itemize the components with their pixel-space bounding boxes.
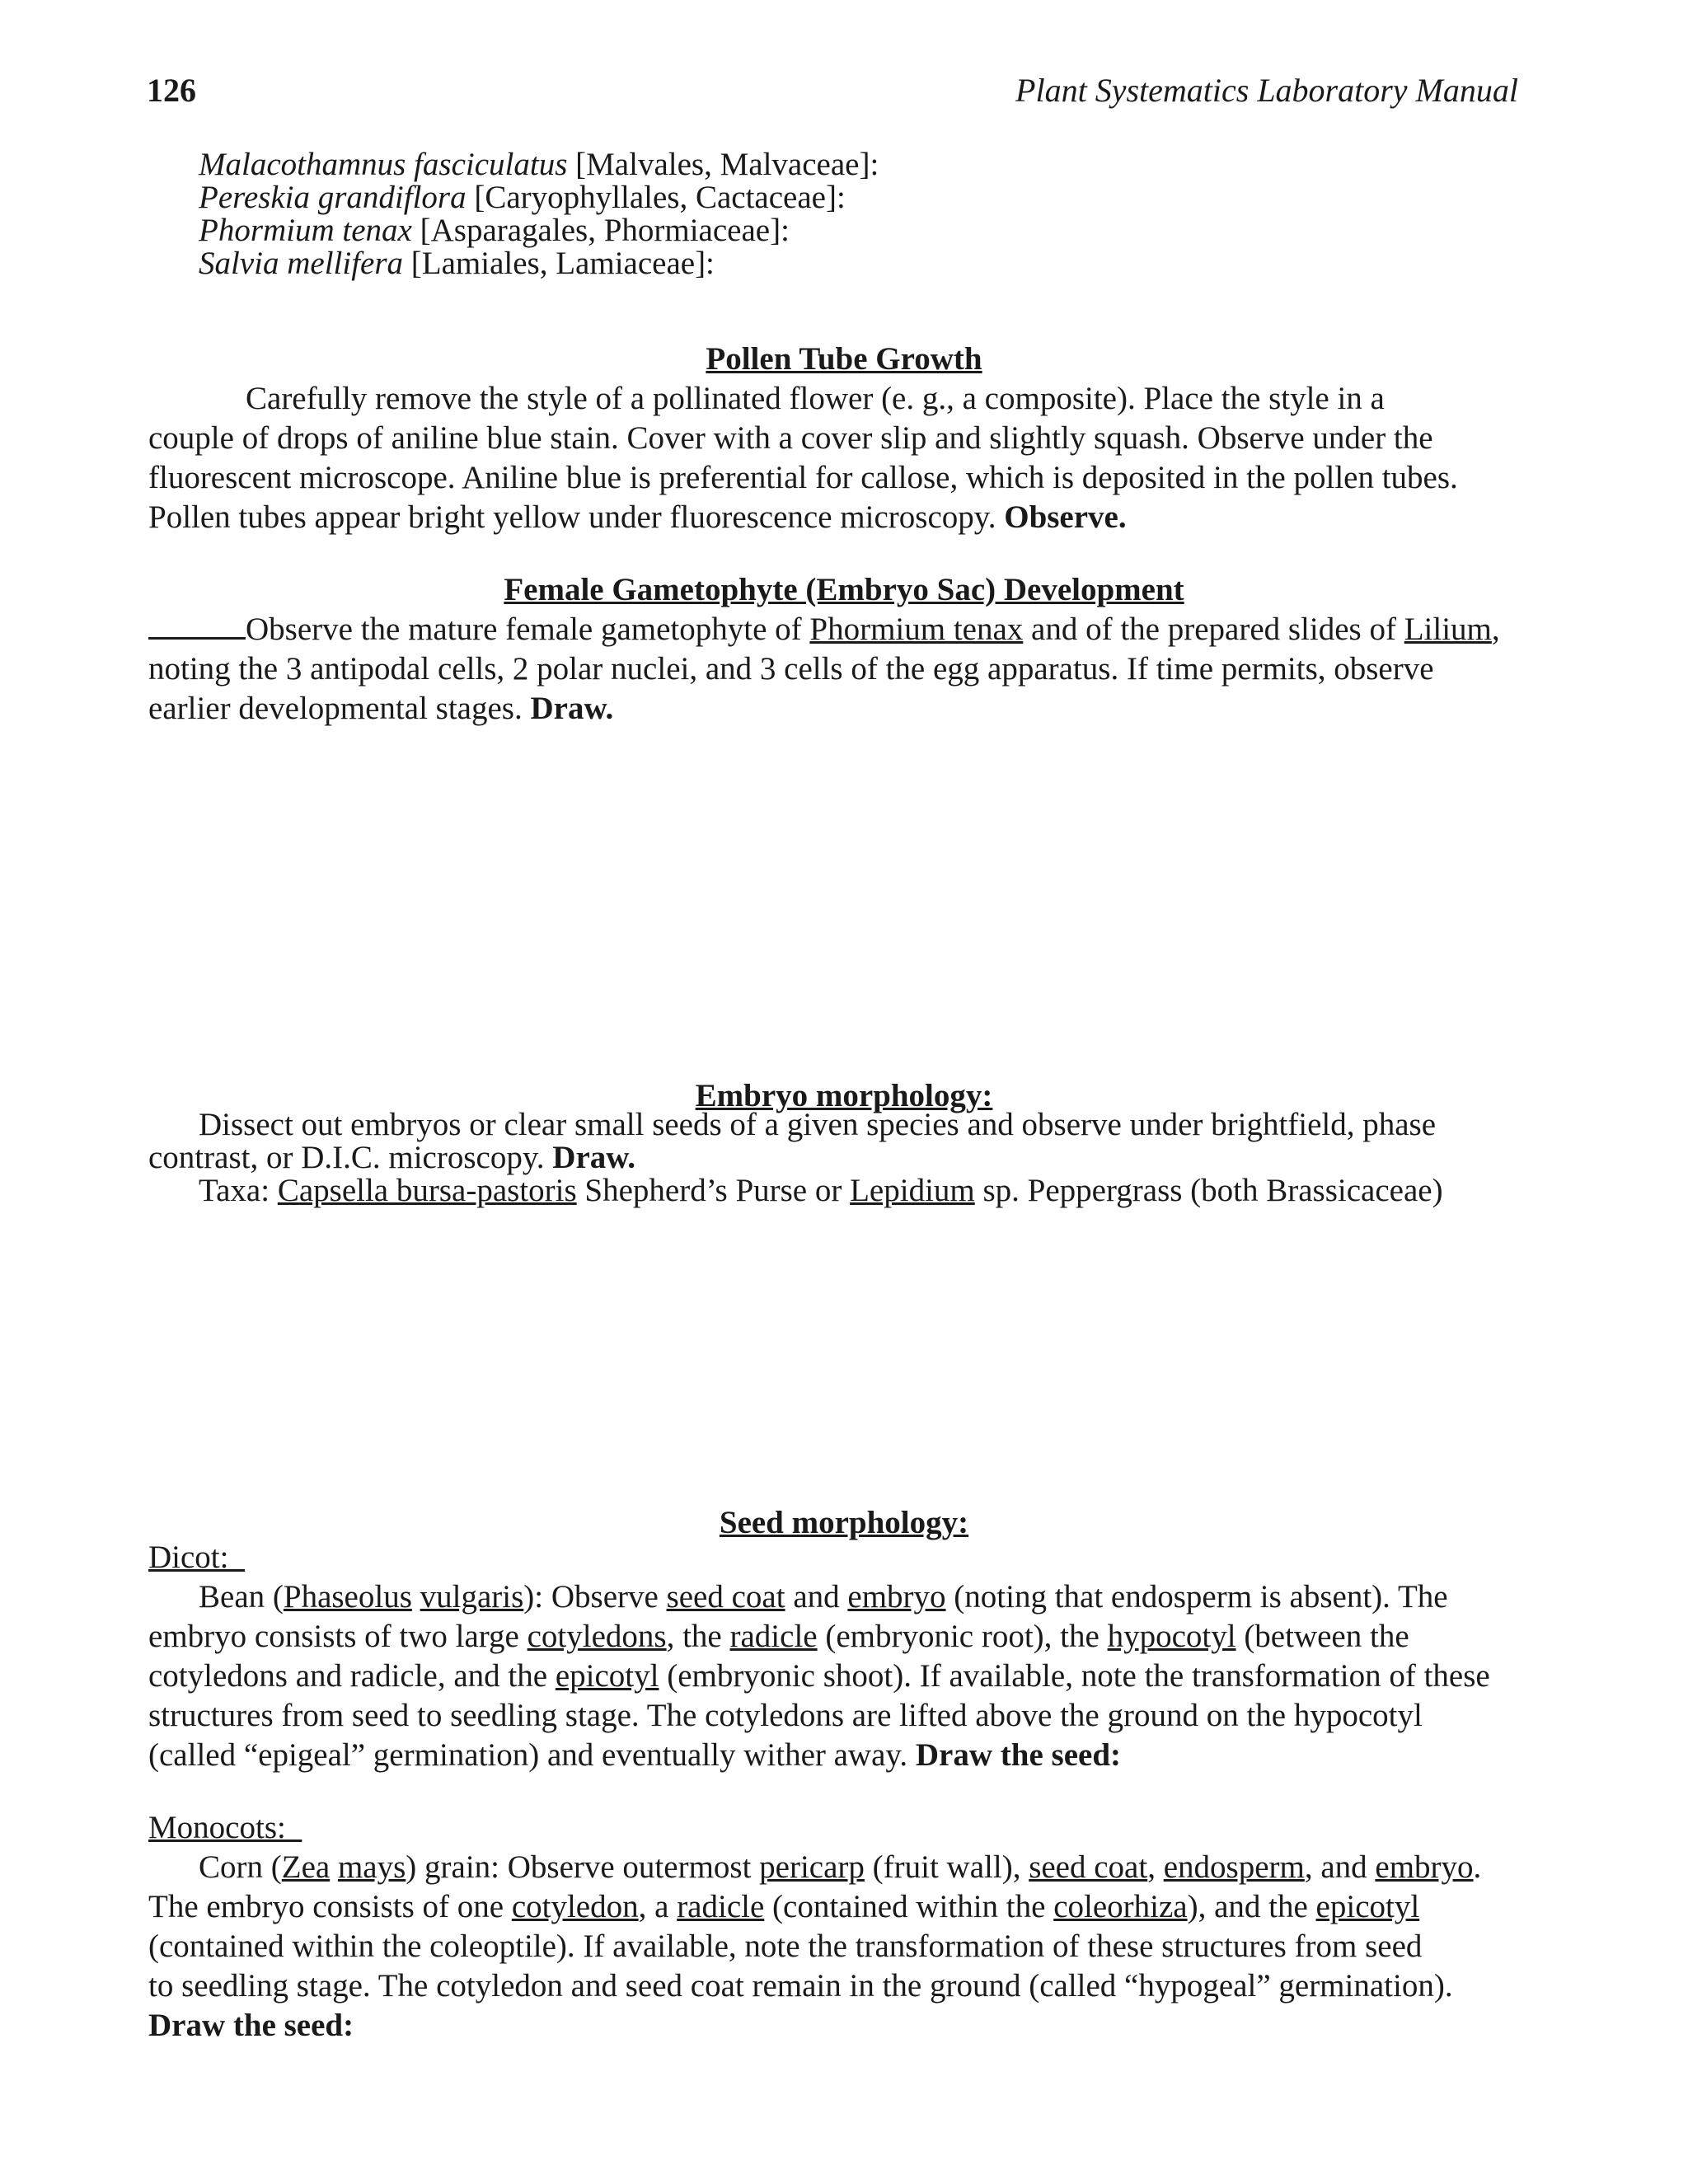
paragraph-line: (contained within the coleoptile). If available, note the transformation of these structures from seed [148, 1929, 1423, 1964]
paragraph-line: embryo consists of two large cotyledons, the radicle (embryonic root), the hypocotyl (between the [148, 1619, 1409, 1654]
section-heading-female-gametophyte: Female Gametophyte (Embryo Sac) Development [504, 572, 1184, 607]
taxa-list-item [199, 148, 879, 181]
paragraph-line: to seedling stage. The cotyledon and seed coat remain in the ground (called “hypogeal” germination). [148, 1968, 1453, 2004]
draw-instruction: Draw the seed: [148, 2008, 354, 2043]
taxon-name: Capsella bursa-pastoris [277, 1173, 577, 1208]
observe-instruction: Observe. [1004, 499, 1127, 535]
pollen-tube-paragraph [148, 379, 1566, 537]
taxa-list-item [199, 181, 879, 214]
genus-name: Phaseolus [283, 1579, 412, 1615]
term: endosperm [1163, 1849, 1305, 1885]
taxon-name: Lilium [1404, 612, 1492, 647]
paragraph-line [148, 610, 1566, 649]
section-heading-seed-morphology: Seed morphology: [719, 1505, 969, 1540]
paragraph-line [148, 1174, 1566, 1207]
paragraph-line: cotyledons and radicle, and the epicotyl (embryonic shoot). If available, note the transformation of these [148, 1658, 1490, 1694]
term: embryo [847, 1579, 946, 1615]
taxon-name: Phormium tenax [809, 612, 1024, 647]
taxa-list [199, 148, 879, 280]
dicot-label: Dicot: [148, 1540, 245, 1575]
paragraph-text: earlier developmental stages. [148, 691, 531, 726]
paragraph-line: The embryo consists of one cotyledon, a radicle (contained within the coleorhiza), and the epicotyl [148, 1889, 1420, 1924]
paragraph-text: sp. Peppergrass (both Brassicaceae) [974, 1173, 1443, 1208]
term: cotyledon [511, 1889, 639, 1924]
monocot-label: Monocots: [148, 1810, 302, 1845]
paragraph-line: Carefully remove the style of a pollinated flower (e. g., a composite). Place the style in a [246, 381, 1385, 416]
term: radicle [729, 1619, 818, 1654]
paragraph-line [148, 498, 1566, 537]
species-name: Pereskia grandiflora [199, 180, 467, 215]
page-number: 126 [147, 72, 196, 109]
paragraph-line: fluorescent microscope. Aniline blue is preferential for callose, which is deposited in the pollen tubes. [148, 460, 1458, 495]
draw-instruction: Draw the seed: [915, 1737, 1121, 1773]
classification: [Lamiales, Lamiaceae]: [403, 246, 715, 281]
checkbox-blank-line [148, 611, 246, 640]
species-name: Malacothamnus fasciculatus [199, 147, 568, 182]
paragraph-line: (called “epigeal” germination) and eventually wither away. Draw the seed: [148, 1737, 1121, 1773]
paragraph-line: noting the 3 antipodal cells, 2 polar nuclei, and 3 cells of the egg apparatus. If time permits, observe [148, 651, 1434, 687]
term: epicotyl [555, 1658, 659, 1694]
term: cotyledons [527, 1619, 667, 1654]
term: seed coat [666, 1579, 785, 1615]
classification: [Malvales, Malvaceae]: [567, 147, 879, 182]
species-epithet: vulgaris [420, 1579, 524, 1615]
taxon-name: Lepidium [850, 1173, 975, 1208]
term: pericarp [759, 1849, 865, 1885]
term: hypocotyl [1107, 1619, 1236, 1654]
term: coleorhiza [1053, 1889, 1188, 1924]
paragraph-text: Pollen tubes appear bright yellow under fluorescence microscopy. [148, 499, 1005, 535]
section-heading-pollen-tube: Pollen Tube Growth [706, 341, 982, 377]
term: embryo [1375, 1849, 1474, 1885]
paragraph-text: , [1491, 612, 1500, 647]
species-epithet: mays [337, 1849, 406, 1885]
term: radicle [677, 1889, 765, 1924]
paragraph-line: Dissect out embryos or clear small seeds of a given species and observe under brightfield, phase [199, 1107, 1437, 1142]
classification: [Caryophyllales, Cactaceae]: [466, 180, 846, 215]
paragraph-line [148, 689, 1566, 729]
embryo-morphology-paragraph [148, 1108, 1566, 1207]
term: seed coat [1029, 1849, 1148, 1885]
taxa-list-item [199, 247, 879, 280]
classification: [Asparagales, Phormiaceae]: [411, 213, 790, 248]
taxa-label: Taxa: [199, 1173, 278, 1208]
term: epicotyl [1315, 1889, 1420, 1924]
paragraph-line: Corn (Zea mays) grain: Observe outermost pericarp (fruit wall), seed coat, endosperm, and embryo. [199, 1849, 1482, 1885]
monocot-paragraph [148, 1848, 1566, 2046]
female-gametophyte-paragraph [148, 610, 1566, 729]
section-heading-embryo-morphology: Embryo morphology: [695, 1078, 993, 1113]
paragraph-line: Bean (Phaseolus vulgaris): Observe seed coat and embryo (noting that endosperm is absent). The [199, 1579, 1448, 1615]
draw-instruction: Draw. [530, 691, 614, 726]
paragraph-text: Observe the mature female gametophyte of [246, 612, 810, 647]
species-name: Phormium tenax [199, 213, 412, 248]
taxa-list-item [199, 214, 879, 247]
paragraph-text: Shepherd’s Purse or [576, 1173, 851, 1208]
paragraph-text: and of the prepared slides of [1023, 612, 1404, 647]
draw-instruction: Draw. [552, 1140, 636, 1175]
genus-name: Zea [281, 1849, 331, 1885]
paragraph-line: couple of drops of aniline blue stain. Cover with a cover slip and slightly squash. Observe under the [148, 420, 1433, 456]
species-name: Salvia mellifera [199, 246, 404, 281]
paragraph-line: structures from seed to seedling stage. The cotyledons are lifted above the ground on the hypocotyl [148, 1698, 1423, 1733]
paragraph-text: contrast, or D.I.C. microscopy. [148, 1140, 553, 1175]
dicot-paragraph [148, 1577, 1566, 1775]
paragraph-line [148, 1141, 1566, 1174]
running-head: Plant Systematics Laboratory Manual [1015, 72, 1518, 109]
